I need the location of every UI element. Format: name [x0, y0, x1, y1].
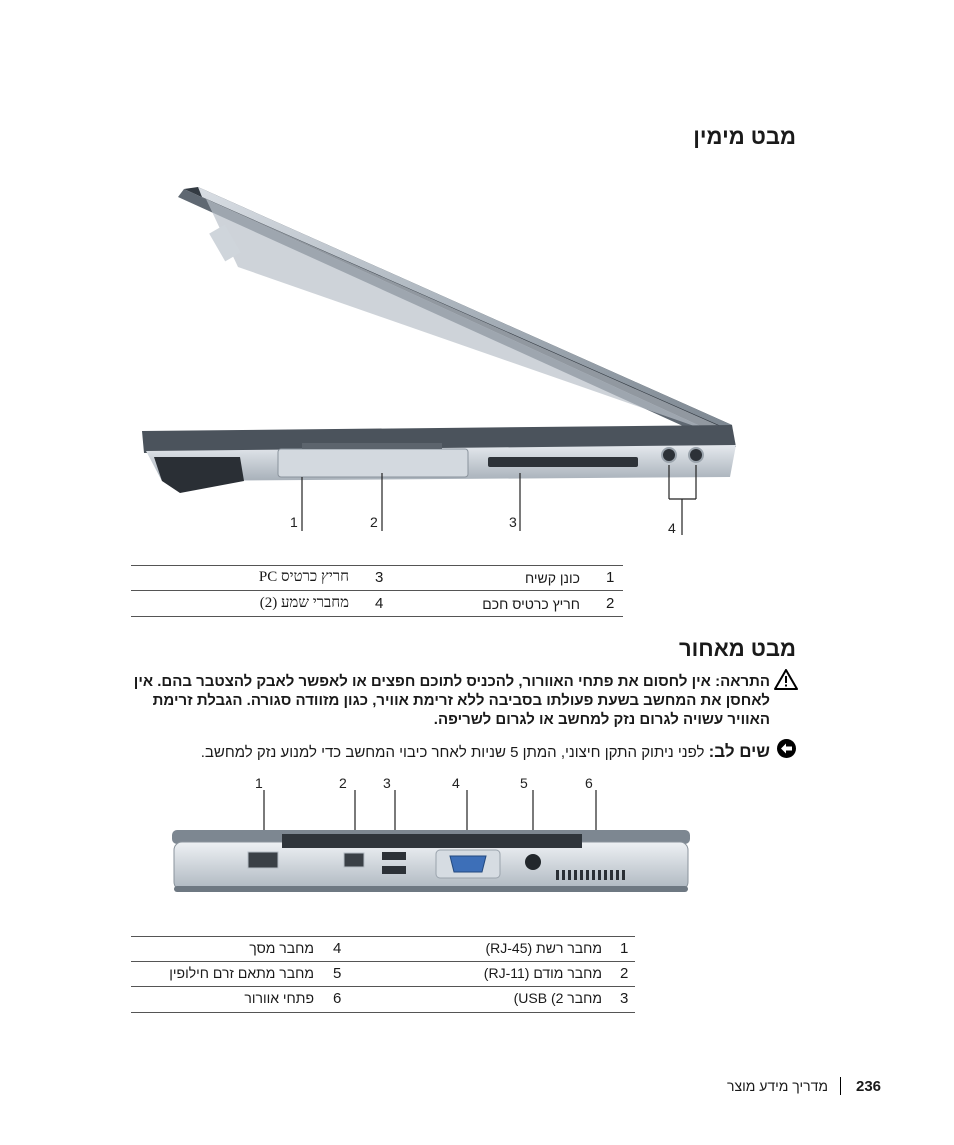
video-connector — [450, 856, 486, 872]
right-legend-label-3: חריץ כרטיס PC — [258, 569, 349, 585]
right-view-heading: מבט מימין — [693, 124, 796, 149]
back-legend-label-6: פתחי אוורור — [244, 990, 314, 1006]
back-legend-label-5: מחבר מתאם זרם חילופין — [169, 965, 314, 981]
back-legend-label-1: מחבר רשת (RJ-45) — [485, 940, 602, 956]
right-view-illustration — [120, 175, 760, 545]
back-callout-1: 1 — [255, 775, 263, 791]
audio-jack-2 — [689, 448, 703, 462]
back-callout-2: 2 — [339, 775, 347, 791]
back-legend-num-2: 2 — [620, 965, 629, 982]
right-callout-3: 3 — [509, 514, 517, 530]
right-legend-num-3: 3 — [375, 569, 384, 586]
right-callout-1: 1 — [290, 514, 298, 530]
hard-drive-bay — [278, 449, 468, 477]
notice-block — [110, 742, 770, 762]
back-callout-6: 6 — [585, 775, 593, 791]
laptop-base — [142, 425, 736, 493]
caution-text: אין לחסום את פתחי האוורור, להכניס לתוכם חפצים או לאפשר לאבק להצטבר בהם. אין לאחסן את המחשב בשעת פעולתו בסביבה ללא זרימת אוויר, כגון מזוודה סגורה. הגבלת זרימת האוויר עשויה לגרום נזק למחשב או לגרום לשריפה. — [133, 673, 770, 728]
back-view-heading: מבט מאחור — [678, 636, 796, 661]
right-legend-label-1: כונן קשיח — [524, 570, 580, 586]
right-callout-4: 4 — [668, 520, 676, 536]
right-legend-num-4: 4 — [375, 595, 384, 612]
back-legend-label-4: מחבר מסך — [249, 940, 314, 956]
back-callout-3: 3 — [383, 775, 391, 791]
right-legend-label-2: חריץ כרטיס חכם — [482, 596, 580, 612]
usb-connector-2 — [382, 866, 406, 874]
notice-label: שים לב: — [708, 742, 770, 761]
notice-text: לפני ניתוק התקן חיצוני, המתן 5 שניות לאחר כיבוי המחשב כדי למנוע נזק למחשב. — [200, 744, 705, 761]
footer-separator — [840, 1077, 841, 1095]
notice-icon — [776, 738, 797, 759]
caution-label: התראה: — [715, 673, 770, 690]
right-callout-2: 2 — [370, 514, 378, 530]
ac-adapter-connector — [525, 854, 541, 870]
modem-connector — [344, 853, 364, 867]
caution-block — [130, 672, 770, 729]
back-legend-label-2: מחבר מודם (RJ-11) — [483, 965, 602, 981]
back-legend-num-4: 4 — [333, 940, 342, 957]
footer-title: מדריך מידע מוצר — [727, 1078, 828, 1094]
back-callout-5: 5 — [520, 775, 528, 791]
caution-icon — [774, 669, 798, 690]
back-legend-num-6: 6 — [333, 990, 342, 1007]
audio-jack-1 — [662, 448, 676, 462]
right-legend-label-4: מחברי שמע (2) — [259, 595, 349, 611]
pc-card-slot — [488, 457, 638, 467]
back-legend-num-3: 3 — [620, 990, 629, 1007]
back-view-illustration — [160, 790, 700, 900]
back-legend-label-3: מחבר 2) USB) — [513, 990, 602, 1006]
back-legend-num-1: 1 — [620, 940, 629, 957]
laptop-lid — [178, 187, 732, 441]
usb-connector-1 — [382, 852, 406, 860]
page-number: 236 — [856, 1078, 882, 1095]
laptop-back — [172, 830, 690, 892]
right-legend-num-1: 1 — [606, 569, 615, 586]
network-connector — [248, 852, 278, 868]
back-callout-4: 4 — [452, 775, 460, 791]
back-legend-num-5: 5 — [333, 965, 342, 982]
right-legend-num-2: 2 — [606, 595, 615, 612]
